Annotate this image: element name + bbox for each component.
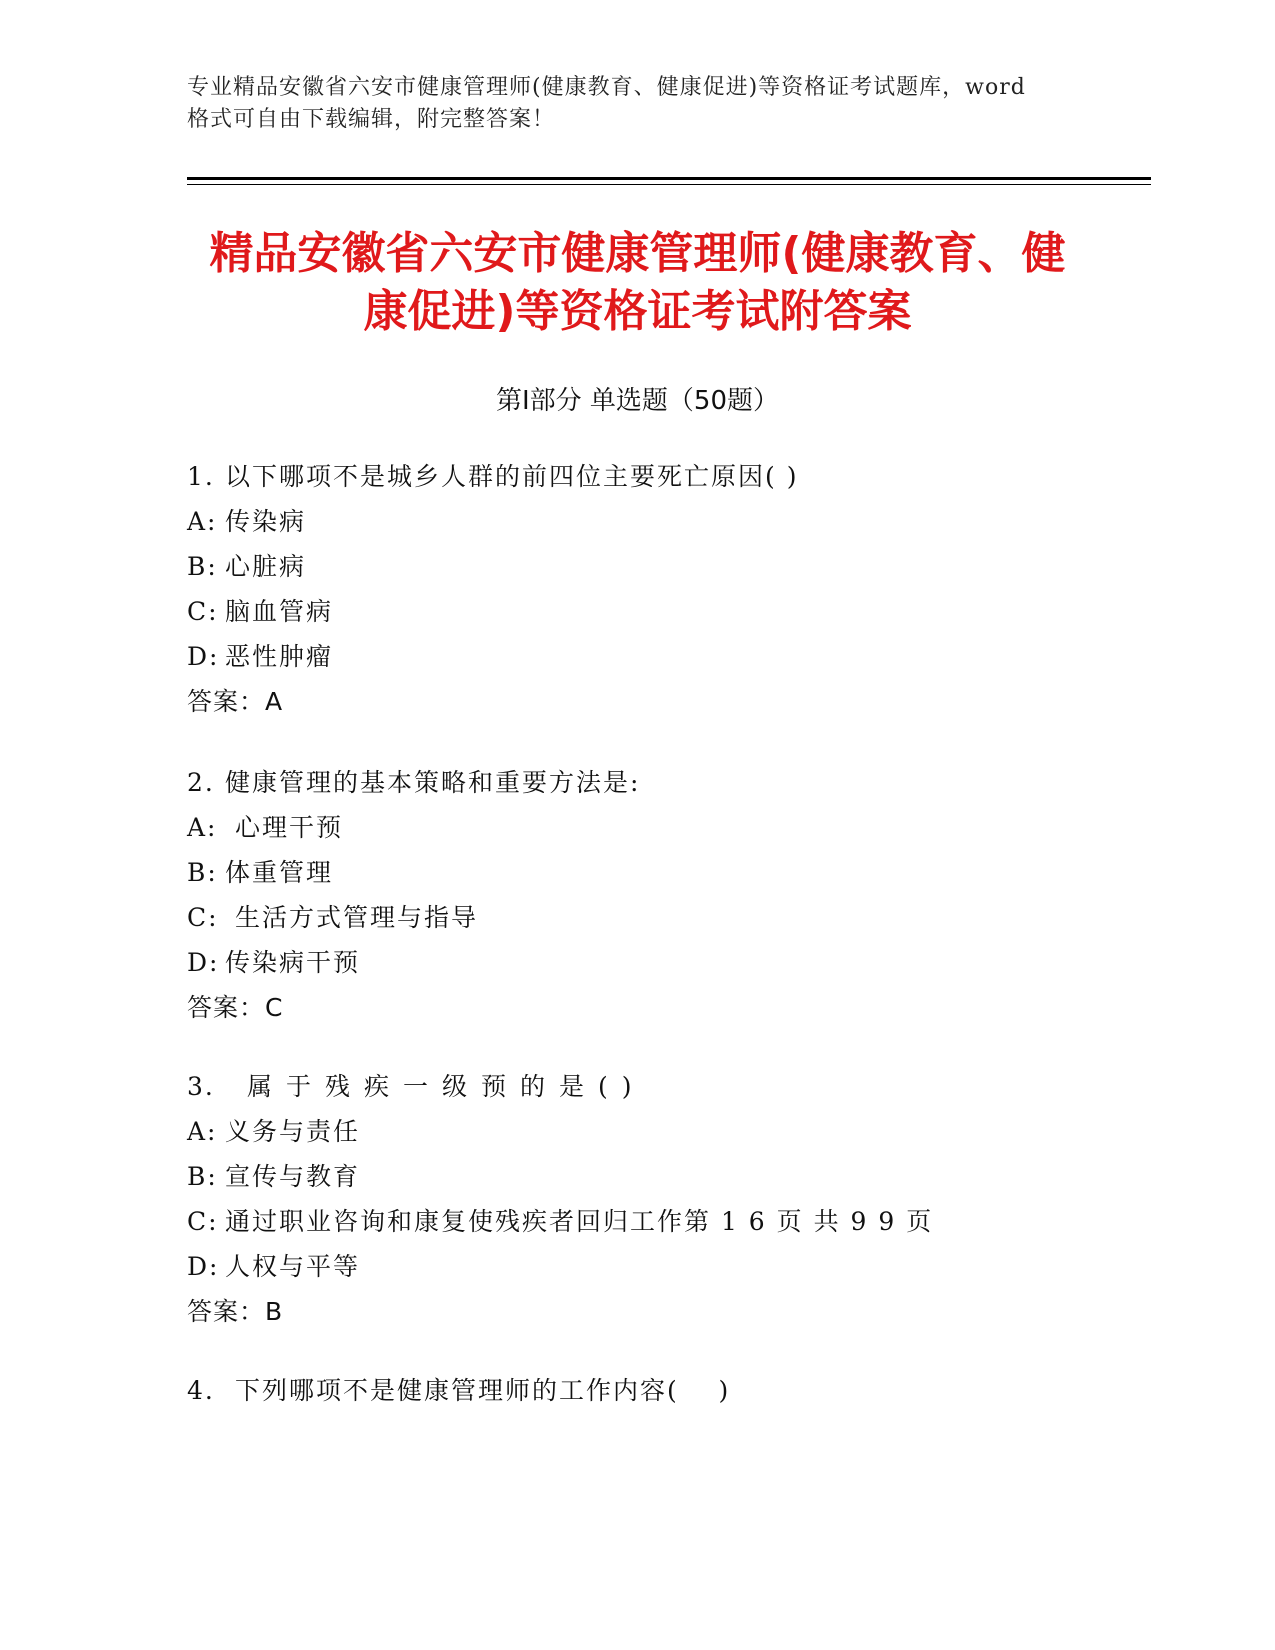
question-stem: [187, 760, 1107, 805]
option-a: [187, 1109, 1107, 1154]
question-2: [187, 760, 1107, 1030]
option-b: [187, 850, 1107, 895]
option-text: 传染病干预: [225, 948, 361, 977]
option-text: 生活方式管理与指导: [225, 903, 478, 932]
option-text: 心理干预: [225, 813, 343, 842]
option-b: [187, 544, 1107, 589]
question-text: 健康管理的基本策略和重要方法是:: [225, 768, 641, 797]
header-rule-thin: [187, 184, 1151, 185]
section-title: 第Ⅰ部分 单选题（50题）: [495, 386, 780, 416]
question-4: [187, 1368, 1107, 1413]
option-text: 义务与责任: [225, 1117, 361, 1146]
option-text: 脑血管病: [225, 597, 334, 626]
option-text: 传染病: [225, 507, 307, 536]
option-key: C:: [187, 597, 219, 626]
option-a: [187, 805, 1107, 850]
option-d: [187, 634, 1107, 679]
question-number: 3.: [187, 1072, 215, 1101]
option-a: [187, 499, 1107, 544]
title-line-1: 精品安徽省六安市健康管理师(健康教育、健: [209, 228, 1066, 279]
option-key: D:: [187, 1252, 220, 1281]
option-key: C:: [187, 1207, 219, 1236]
option-c: [187, 589, 1107, 634]
option-key: A:: [187, 1117, 218, 1146]
question-text: 下列哪项不是健康管理师的工作内容( ): [225, 1376, 731, 1405]
option-key: D:: [187, 948, 220, 977]
question-stem: [187, 1368, 1107, 1413]
question-stem: [187, 454, 1107, 499]
option-d: [187, 1244, 1107, 1289]
question-text: 以下哪项不是城乡人群的前四位主要死亡原因( ): [225, 462, 799, 491]
option-text: 人权与平等: [225, 1252, 361, 1281]
option-key: D:: [187, 642, 220, 671]
question-number: 1.: [187, 462, 215, 491]
option-key: B:: [187, 552, 218, 581]
option-key: B:: [187, 1162, 218, 1191]
option-d: [187, 940, 1107, 985]
header-note: [187, 72, 1087, 136]
question-number: 4.: [187, 1376, 215, 1405]
question-1: [187, 454, 1107, 724]
question-3: [187, 1064, 1107, 1334]
option-key: A:: [187, 507, 218, 536]
option-key: C:: [187, 903, 219, 932]
header-line-2: 格式可自由下载编辑，附完整答案！: [187, 107, 556, 132]
header-line-1: 专业精品安徽省六安市健康管理师(健康教育、健康促进)等资格证考试题库，word: [187, 75, 1026, 100]
answer-line: 答案：C: [187, 993, 284, 1022]
option-text: 恶性肿瘤: [225, 642, 334, 671]
answer-line: 答案：A: [187, 687, 284, 716]
question-number: 2.: [187, 768, 215, 797]
title-line-2: 康促进)等资格证考试附答案: [363, 286, 912, 337]
option-text: 通过职业咨询和康复使残疾者回归工作第 1 6 页 共 9 9 页: [225, 1207, 934, 1236]
option-c: [187, 895, 1107, 940]
document-title: [170, 225, 1105, 341]
header-rule-thick: [187, 177, 1151, 180]
option-text: 心脏病: [225, 552, 307, 581]
question-text: 属于残疾一级预的是(): [225, 1072, 646, 1101]
question-stem: [187, 1064, 1107, 1109]
option-b: [187, 1154, 1107, 1199]
option-key: A:: [187, 813, 218, 842]
option-text: 体重管理: [225, 858, 334, 887]
option-c: [187, 1199, 1107, 1244]
option-key: B:: [187, 858, 218, 887]
answer-line: 答案：B: [187, 1297, 284, 1326]
option-text: 宣传与教育: [225, 1162, 361, 1191]
